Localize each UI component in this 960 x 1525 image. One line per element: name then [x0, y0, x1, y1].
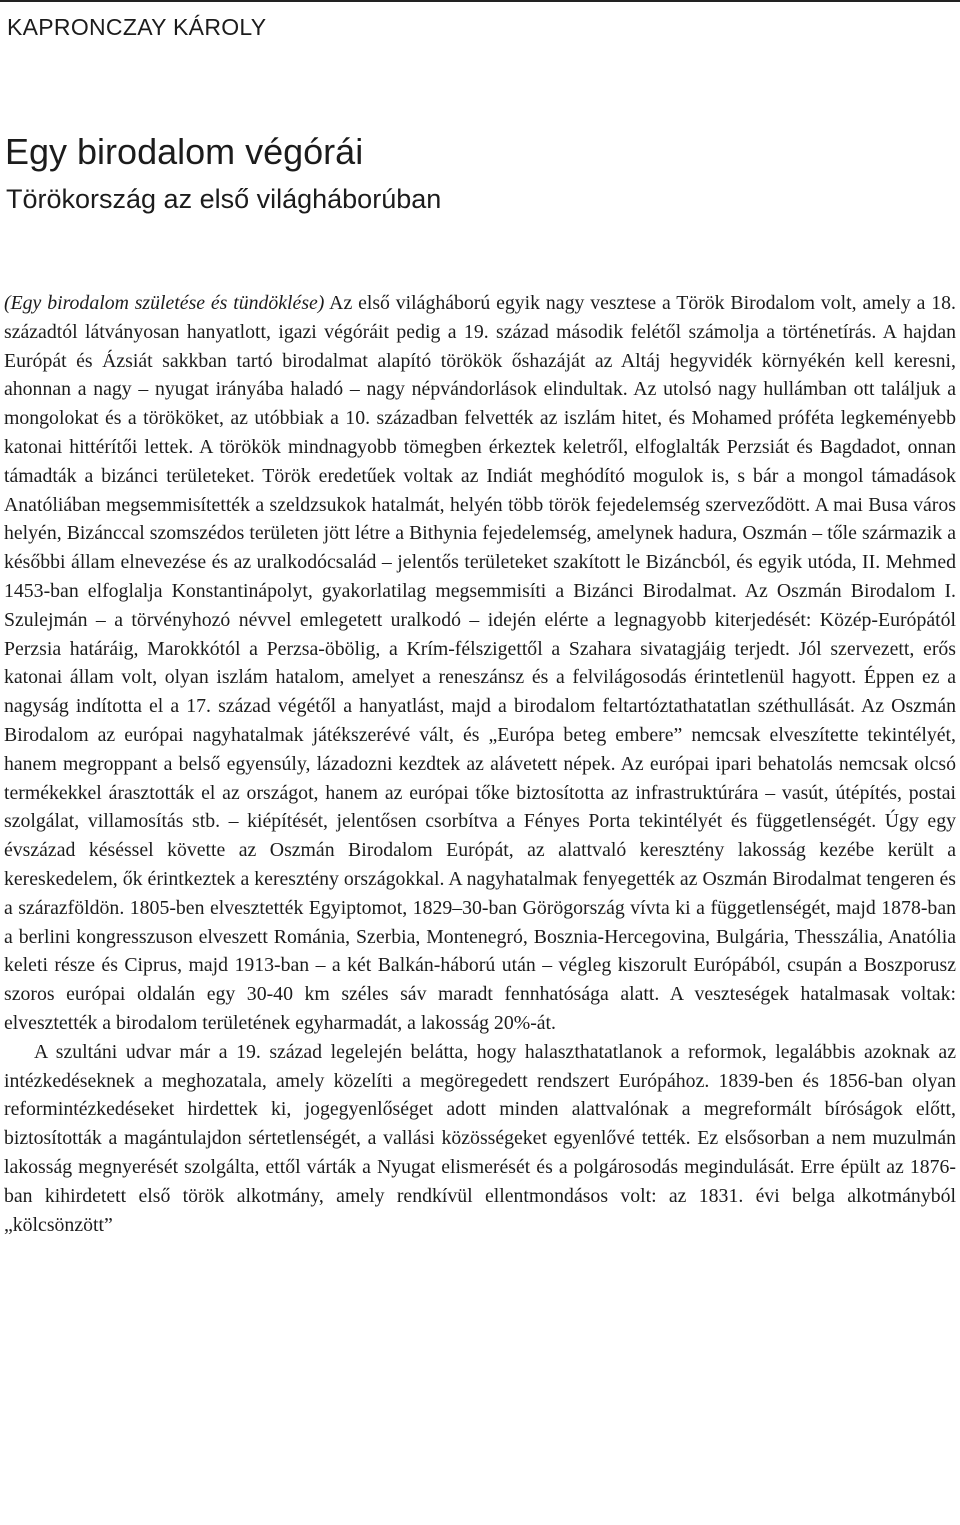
paragraph-1 [4, 289, 956, 1038]
top-rule [0, 0, 960, 2]
article-subtitle: Törökország az első világháborúban [6, 184, 442, 214]
paragraph-1-text: Az első világháború egyik nagy vesztese a Török Birodalom volt, amely a 18. századtól látványosan hanyatlott, igazi végóráit pedig a 19. század második felétől számolja a történetírás. A hajdan Európát és Ázsiát sakkban tartó birodalmat alapító törökök őshazáját az Altáj hegyvidék környékén kell keresni, ahonnan a nagy – nyugat irányába haladó – nagy népvándorlások elindultak. Az utolsó nagy hullámban ott találjuk a mongolokat és a törököket, az utóbbiak a 10. században felvették az iszlám hitet, és Mohamed próféta legkeményebb katonai hittérítői lettek. A törökök mindnagyobb tömegben érkeztek keletről, elfoglalták Perzsiát és Bagdadot, onnan támadták a bizánci területeket. Török eredetűek voltak az Indiát meghódító mogulok is, s bár a mongol támadások Anatóliában megsemmisítették a szeldzsukok hatalmát, helyén több török fejedelemség szerveződött. A mai Busa város helyén, Bizánccal szomszédos területen jött létre a Bithynia fejedelemség, amelynek hadura, Oszmán – tőle származik a későbbi állam elnevezése és az uralkodócsalád – jelentős területeket szakított le Bizáncból, és egyik utóda, II. Mehmed 1453-ban elfoglalja Konstantinápolyt, gyakorlatilag megsemmisíti a Bizánci Birodalmat. Az Oszmán Birodalom I. Szulejmán – a törvényhozó névvel emlegetett uralkodó – idején elérte a legnagyobb kiterjedését: Közép-Európától Perzsia határáig, Marokkótól a Perzsa-öbölig, a Krím-félszigettől a Szahara sivatagjáig terjedt. Jól szervezett, erős katonai állam volt, olyan iszlám hatalom, amelyet a reneszánsz és a felvilágosodás érintetlenül hagyott. Éppen ez a nagyság indította el a 17. század végétől a hanyatlást, majd a birodalom feltartóztathatatlan széthullását. Az Oszmán Birodalom az európai nagyhatalmak játékszerévé vált, és „Európa beteg embere” nemcsak elveszítette tekintélyét, hanem megroppant a belső egyensúly, lázadozni kezdtek az alávetett népek. Az európai ipari behatolás nemcsak olcsó termékekkel árasztották el az országot, hanem az európai tőke biztosította az infrastruktúrára – vasút, útépítés, postai szolgálat, villamosítás stb. – kiépítését, jelentősen csorbítva a Fényes Porta tekintélyét és függetlenségét. Úgy egy évszázad késéssel követte az Oszmán Birodalom Európát, az alattvaló keresztény lakosság kezébe került a kereskedelem, ők érintkeztek a keresztény országokkal. A nagyhatalmak fenyegették az Oszmán Birodalmat tengeren és a szárazföldön. 1805-ben elvesztették Egyiptomot, 1829–30-ban Görögország vívta ki a függetlenségét, majd 1878-ban a berlini kongresszuson elveszett Románia, Szerbia, Montenegró, Bosznia-Hercegovina, Bulgária, Thesszália, Anatólia keleti része és Ciprus, majd 1913-ban – a két Balkán-háború után – végleg kiszorult Európából, csupán a Boszporusz szoros európai oldalán egy 30-40 km széles sáv maradt fennhatósága alatt. A veszteségek hatalmasak voltak: elvesztették a birodalom területének egyharmadát, a lakosság 20%-át. [4, 292, 956, 1034]
author-name: KAPRONCZAY KÁROLY [7, 14, 267, 40]
article-body [4, 289, 956, 1239]
article-title: Egy birodalom végórái [5, 131, 364, 172]
lead-italic: (Egy birodalom születése és tündöklése) [4, 292, 325, 314]
paragraph-2: A szultáni udvar már a 19. század legelején belátta, hogy halaszthatatlanok a reformok, legalábbis azoknak az intézkedéseknek a meghozatala, amely közelíti a megöregedett rendszert Európához. 1839-ben és 1856-ban olyan reformintézkedéseket hirdettek ki, jogegyenlőséget adott minden alattvalónak a megreformált bíróságok előtt, biztosították a magántulajdon sértetlenségét, a vallási közösségeket egyenlővé tették. Ez elsősorban a nem muzulmán lakosság megnyerését szolgálta, ettől várták a Nyugat elismerését és a polgárosodás megindulását. Erre épült az 1876-ban kihirdetett első török alkotmány, amely rendkívül ellentmondásos volt: az 1831. évi belga alkotmányból „kölcsönzött” [4, 1040, 956, 1236]
